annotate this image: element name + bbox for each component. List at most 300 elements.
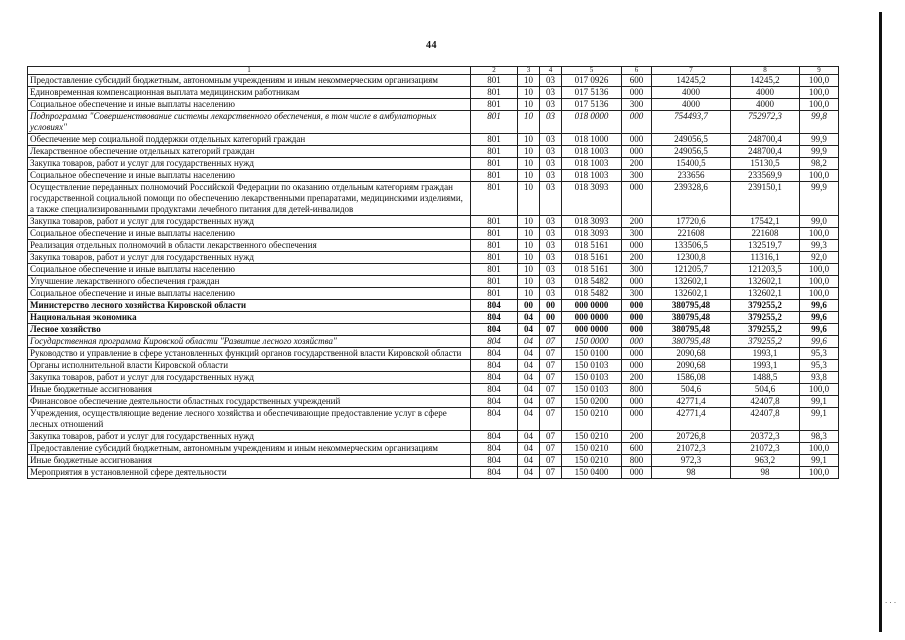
ministry-code-cell: 801: [471, 264, 518, 276]
column-number: 4: [540, 67, 562, 75]
planned-amount-cell: 221608: [652, 228, 731, 240]
table-row: [28, 216, 839, 228]
actual-amount-cell: 248700,4: [731, 134, 800, 146]
target-article-cell: 000 0000: [562, 300, 622, 312]
target-article-cell: 018 0000: [562, 111, 622, 134]
section-cell: 10: [518, 276, 540, 288]
expense-type-cell: 600: [622, 443, 652, 455]
ministry-code-cell: 801: [471, 170, 518, 182]
row-name-cell: Социальное обеспечение и иные выплаты населению: [28, 264, 471, 276]
section-cell: 10: [518, 216, 540, 228]
percent-cell: 93,8: [800, 372, 839, 384]
percent-cell: 99,9: [800, 182, 839, 216]
actual-amount-cell: 379255,2: [731, 324, 800, 336]
percent-cell: 99,9: [800, 134, 839, 146]
subsection-cell: 03: [540, 111, 562, 134]
ministry-code-cell: 801: [471, 87, 518, 99]
ministry-code-cell: 804: [471, 360, 518, 372]
target-article-cell: 018 1003: [562, 146, 622, 158]
ministry-code-cell: 801: [471, 182, 518, 216]
target-article-cell: 017 5136: [562, 87, 622, 99]
section-cell: 04: [518, 431, 540, 443]
planned-amount-cell: 380795,48: [652, 336, 731, 348]
planned-amount-cell: 21072,3: [652, 443, 731, 455]
target-article-cell: 150 0103: [562, 372, 622, 384]
ministry-code-cell: 801: [471, 216, 518, 228]
planned-amount-cell: 98: [652, 467, 731, 479]
ministry-code-cell: 804: [471, 300, 518, 312]
actual-amount-cell: 1993,1: [731, 360, 800, 372]
actual-amount-cell: 14245,2: [731, 75, 800, 87]
expense-type-cell: 200: [622, 216, 652, 228]
planned-amount-cell: 504,6: [652, 384, 731, 396]
target-article-cell: 150 0210: [562, 443, 622, 455]
actual-amount-cell: 132602,1: [731, 288, 800, 300]
expense-type-cell: 000: [622, 336, 652, 348]
actual-amount-cell: 963,2: [731, 455, 800, 467]
row-name-cell: Финансовое обеспечение деятельности областных государственных учреждений: [28, 396, 471, 408]
column-number: 7: [652, 67, 731, 75]
section-cell: 04: [518, 312, 540, 324]
expense-type-cell: 000: [622, 111, 652, 134]
subsection-cell: 03: [540, 99, 562, 111]
page-edge-rule: [879, 12, 882, 632]
expense-type-cell: 000: [622, 396, 652, 408]
expense-type-cell: 000: [622, 324, 652, 336]
percent-cell: 100,0: [800, 443, 839, 455]
planned-amount-cell: 12300,8: [652, 252, 731, 264]
page-number: 44: [426, 40, 437, 51]
table-row: [28, 252, 839, 264]
section-cell: 10: [518, 87, 540, 99]
table-row: [28, 75, 839, 87]
section-cell: 10: [518, 170, 540, 182]
planned-amount-cell: 4000: [652, 99, 731, 111]
section-cell: 04: [518, 467, 540, 479]
row-name-cell: Национальная экономика: [28, 312, 471, 324]
actual-amount-cell: 379255,2: [731, 336, 800, 348]
percent-cell: 99,0: [800, 216, 839, 228]
ministry-code-cell: 801: [471, 75, 518, 87]
expense-type-cell: 300: [622, 228, 652, 240]
row-name-cell: Закупка товаров, работ и услуг для государственных нужд: [28, 372, 471, 384]
target-article-cell: 150 0210: [562, 408, 622, 431]
ministry-code-cell: 801: [471, 228, 518, 240]
target-article-cell: 018 1000: [562, 134, 622, 146]
planned-amount-cell: 42771,4: [652, 396, 731, 408]
ministry-code-cell: 804: [471, 372, 518, 384]
table-row: [28, 384, 839, 396]
planned-amount-cell: 2090,68: [652, 348, 731, 360]
table-row: [28, 455, 839, 467]
row-name-cell: Осуществление переданных полномочий Российской Федерации по оказанию отдельным категориям граждан государственной социальной помощи по обеспечению лекарственными препаратами, медицинскими изделиями, а также специализированными продуктами лечебного питания для детей-инвалидов: [28, 182, 471, 216]
table-row: [28, 396, 839, 408]
table-row: [28, 467, 839, 479]
expense-type-cell: 300: [622, 264, 652, 276]
planned-amount-cell: 380795,48: [652, 300, 731, 312]
expense-type-cell: 000: [622, 348, 652, 360]
actual-amount-cell: 98: [731, 467, 800, 479]
table-row: [28, 324, 839, 336]
row-name-cell: Единовременная компенсационная выплата медицинским работникам: [28, 87, 471, 99]
percent-cell: 99,6: [800, 300, 839, 312]
table-row: [28, 146, 839, 158]
planned-amount-cell: 2090,68: [652, 360, 731, 372]
subsection-cell: 07: [540, 396, 562, 408]
percent-cell: 99,1: [800, 408, 839, 431]
table-row: [28, 348, 839, 360]
percent-cell: 100,0: [800, 264, 839, 276]
table-row: [28, 312, 839, 324]
table-row: [28, 87, 839, 99]
section-cell: 10: [518, 158, 540, 170]
budget-table: [27, 66, 839, 479]
percent-cell: 99,8: [800, 111, 839, 134]
table-row: [28, 134, 839, 146]
row-name-cell: Мероприятия в установленной сфере деятельности: [28, 467, 471, 479]
table-row: [28, 228, 839, 240]
expense-type-cell: 000: [622, 360, 652, 372]
ministry-code-cell: 804: [471, 396, 518, 408]
planned-amount-cell: 42771,4: [652, 408, 731, 431]
subsection-cell: 03: [540, 288, 562, 300]
ministry-code-cell: 804: [471, 312, 518, 324]
target-article-cell: 017 0926: [562, 75, 622, 87]
ministry-code-cell: 801: [471, 111, 518, 134]
actual-amount-cell: 239150,1: [731, 182, 800, 216]
subsection-cell: 07: [540, 408, 562, 431]
planned-amount-cell: 249056,5: [652, 134, 731, 146]
row-name-cell: Социальное обеспечение и иные выплаты населению: [28, 288, 471, 300]
ministry-code-cell: 801: [471, 134, 518, 146]
planned-amount-cell: 133506,5: [652, 240, 731, 252]
row-name-cell: Закупка товаров, работ и услуг для государственных нужд: [28, 252, 471, 264]
column-number: 8: [731, 67, 800, 75]
actual-amount-cell: 379255,2: [731, 300, 800, 312]
row-name-cell: Иные бюджетные ассигнования: [28, 455, 471, 467]
section-cell: 10: [518, 111, 540, 134]
target-article-cell: 150 0210: [562, 455, 622, 467]
table-row: [28, 276, 839, 288]
subsection-cell: 03: [540, 158, 562, 170]
actual-amount-cell: 11316,1: [731, 252, 800, 264]
section-cell: 10: [518, 288, 540, 300]
section-cell: 04: [518, 348, 540, 360]
actual-amount-cell: 42407,8: [731, 408, 800, 431]
section-cell: 00: [518, 300, 540, 312]
subsection-cell: 07: [540, 467, 562, 479]
table-row: [28, 170, 839, 182]
section-cell: 04: [518, 384, 540, 396]
actual-amount-cell: 504,6: [731, 384, 800, 396]
percent-cell: 98,3: [800, 431, 839, 443]
subsection-cell: 03: [540, 87, 562, 99]
subsection-cell: 03: [540, 170, 562, 182]
subsection-cell: 00: [540, 300, 562, 312]
planned-amount-cell: 239328,6: [652, 182, 731, 216]
row-name-cell: Социальное обеспечение и иные выплаты населению: [28, 99, 471, 111]
target-article-cell: 150 0200: [562, 396, 622, 408]
table-row: [28, 431, 839, 443]
percent-cell: 100,0: [800, 384, 839, 396]
row-name-cell: Предоставление субсидий бюджетным, автономным учреждениям и иным некоммерческим организациям: [28, 443, 471, 455]
target-article-cell: 000 0000: [562, 324, 622, 336]
actual-amount-cell: 248700,4: [731, 146, 800, 158]
ministry-code-cell: 801: [471, 288, 518, 300]
planned-amount-cell: 17720,6: [652, 216, 731, 228]
subsection-cell: 03: [540, 216, 562, 228]
planned-amount-cell: 14245,2: [652, 75, 731, 87]
section-cell: 04: [518, 324, 540, 336]
actual-amount-cell: 752972,3: [731, 111, 800, 134]
subsection-cell: 07: [540, 336, 562, 348]
expense-type-cell: 200: [622, 372, 652, 384]
section-cell: 04: [518, 455, 540, 467]
actual-amount-cell: 4000: [731, 99, 800, 111]
percent-cell: 92,0: [800, 252, 839, 264]
target-article-cell: 018 5482: [562, 276, 622, 288]
section-cell: 10: [518, 252, 540, 264]
planned-amount-cell: 233656: [652, 170, 731, 182]
expense-type-cell: 800: [622, 384, 652, 396]
subsection-cell: 03: [540, 240, 562, 252]
section-cell: 04: [518, 360, 540, 372]
row-name-cell: Органы исполнительной власти Кировской области: [28, 360, 471, 372]
actual-amount-cell: 121203,5: [731, 264, 800, 276]
column-number: 5: [562, 67, 622, 75]
ministry-code-cell: 801: [471, 99, 518, 111]
expense-type-cell: 800: [622, 455, 652, 467]
table-row: [28, 111, 839, 134]
section-cell: 04: [518, 372, 540, 384]
planned-amount-cell: 1586,08: [652, 372, 731, 384]
row-name-cell: Предоставление субсидий бюджетным, автономным учреждениям и иным некоммерческим организациям: [28, 75, 471, 87]
percent-cell: 100,0: [800, 87, 839, 99]
percent-cell: 99,6: [800, 312, 839, 324]
subsection-cell: 03: [540, 134, 562, 146]
subsection-cell: 07: [540, 372, 562, 384]
expense-type-cell: 300: [622, 99, 652, 111]
section-cell: 10: [518, 146, 540, 158]
percent-cell: 95,3: [800, 360, 839, 372]
percent-cell: 100,0: [800, 75, 839, 87]
ministry-code-cell: 801: [471, 252, 518, 264]
column-number: 2: [471, 67, 518, 75]
actual-amount-cell: 221608: [731, 228, 800, 240]
expense-type-cell: 000: [622, 87, 652, 99]
percent-cell: 99,6: [800, 336, 839, 348]
row-name-cell: Подпрограмма "Совершенствование системы лекарственного обеспечения, в том числе в амбулаторных условиях": [28, 111, 471, 134]
expense-type-cell: 200: [622, 158, 652, 170]
subsection-cell: 03: [540, 182, 562, 216]
planned-amount-cell: 972,3: [652, 455, 731, 467]
row-name-cell: Государственная программа Кировской области "Развитие лесного хозяйства": [28, 336, 471, 348]
actual-amount-cell: 21072,3: [731, 443, 800, 455]
table-row: [28, 372, 839, 384]
subsection-cell: 07: [540, 384, 562, 396]
section-cell: 10: [518, 182, 540, 216]
actual-amount-cell: 17542,1: [731, 216, 800, 228]
row-name-cell: Социальное обеспечение и иные выплаты населению: [28, 228, 471, 240]
subsection-cell: 03: [540, 276, 562, 288]
target-article-cell: 000 0000: [562, 312, 622, 324]
ministry-code-cell: 801: [471, 158, 518, 170]
expense-type-cell: 000: [622, 134, 652, 146]
row-name-cell: Улучшение лекарственного обеспечения граждан: [28, 276, 471, 288]
actual-amount-cell: 4000: [731, 87, 800, 99]
ministry-code-cell: 804: [471, 336, 518, 348]
row-name-cell: Лесное хозяйство: [28, 324, 471, 336]
planned-amount-cell: 121205,7: [652, 264, 731, 276]
row-name-cell: Министерство лесного хозяйства Кировской области: [28, 300, 471, 312]
target-article-cell: 018 5161: [562, 252, 622, 264]
percent-cell: 98,2: [800, 158, 839, 170]
subsection-cell: 07: [540, 348, 562, 360]
subsection-cell: 03: [540, 252, 562, 264]
percent-cell: 100,0: [800, 467, 839, 479]
column-number: 6: [622, 67, 652, 75]
section-cell: 10: [518, 75, 540, 87]
ministry-code-cell: 801: [471, 276, 518, 288]
ministry-code-cell: 804: [471, 324, 518, 336]
target-article-cell: 018 1003: [562, 158, 622, 170]
table-row: [28, 99, 839, 111]
planned-amount-cell: 4000: [652, 87, 731, 99]
planned-amount-cell: 132602,1: [652, 288, 731, 300]
table-row: [28, 288, 839, 300]
expense-type-cell: 000: [622, 240, 652, 252]
percent-cell: 100,0: [800, 228, 839, 240]
percent-cell: 100,0: [800, 99, 839, 111]
row-name-cell: Реализация отдельных полномочий в области лекарственного обеспечения: [28, 240, 471, 252]
subsection-cell: 07: [540, 443, 562, 455]
subsection-cell: 07: [540, 431, 562, 443]
actual-amount-cell: 233569,9: [731, 170, 800, 182]
table-row: [28, 158, 839, 170]
expense-type-cell: 200: [622, 252, 652, 264]
expense-type-cell: 000: [622, 312, 652, 324]
row-name-cell: Закупка товаров, работ и услуг для государственных нужд: [28, 158, 471, 170]
ministry-code-cell: 804: [471, 408, 518, 431]
ministry-code-cell: 804: [471, 348, 518, 360]
section-cell: 10: [518, 264, 540, 276]
percent-cell: 100,0: [800, 276, 839, 288]
table-body: [28, 67, 839, 479]
section-cell: 04: [518, 443, 540, 455]
column-number: 1: [28, 67, 471, 75]
percent-cell: 99,6: [800, 324, 839, 336]
table-row: [28, 240, 839, 252]
subsection-cell: 07: [540, 455, 562, 467]
target-article-cell: 018 5482: [562, 288, 622, 300]
ministry-code-cell: 801: [471, 146, 518, 158]
expense-type-cell: 000: [622, 182, 652, 216]
actual-amount-cell: 1993,1: [731, 348, 800, 360]
planned-amount-cell: 380795,48: [652, 312, 731, 324]
ministry-code-cell: 804: [471, 443, 518, 455]
target-article-cell: 018 5161: [562, 240, 622, 252]
planned-amount-cell: 132602,1: [652, 276, 731, 288]
planned-amount-cell: 15400,5: [652, 158, 731, 170]
actual-amount-cell: 132519,7: [731, 240, 800, 252]
edge-mark: . . .: [885, 596, 897, 605]
row-name-cell: Закупка товаров, работ и услуг для государственных нужд: [28, 431, 471, 443]
actual-amount-cell: 132602,1: [731, 276, 800, 288]
row-name-cell: Иные бюджетные ассигнования: [28, 384, 471, 396]
table-row: [28, 360, 839, 372]
column-number: 3: [518, 67, 540, 75]
section-cell: 04: [518, 396, 540, 408]
expense-type-cell: 000: [622, 467, 652, 479]
target-article-cell: 017 5136: [562, 99, 622, 111]
target-article-cell: 150 0000: [562, 336, 622, 348]
target-article-cell: 150 0210: [562, 431, 622, 443]
actual-amount-cell: 1488,5: [731, 372, 800, 384]
actual-amount-cell: 20372,3: [731, 431, 800, 443]
expense-type-cell: 300: [622, 288, 652, 300]
target-article-cell: 018 3093: [562, 182, 622, 216]
percent-cell: 99,3: [800, 240, 839, 252]
percent-cell: 99,1: [800, 455, 839, 467]
expense-type-cell: 000: [622, 408, 652, 431]
actual-amount-cell: 379255,2: [731, 312, 800, 324]
row-name-cell: Социальное обеспечение и иные выплаты населению: [28, 170, 471, 182]
subsection-cell: 03: [540, 228, 562, 240]
actual-amount-cell: 42407,8: [731, 396, 800, 408]
subsection-cell: 07: [540, 324, 562, 336]
ministry-code-cell: 804: [471, 455, 518, 467]
actual-amount-cell: 15130,5: [731, 158, 800, 170]
expense-type-cell: 300: [622, 170, 652, 182]
expense-type-cell: 200: [622, 431, 652, 443]
table-row: [28, 264, 839, 276]
row-name-cell: Обеспечение мер социальной поддержки отдельных категорий граждан: [28, 134, 471, 146]
table-row: [28, 336, 839, 348]
ministry-code-cell: 801: [471, 240, 518, 252]
target-article-cell: 018 5161: [562, 264, 622, 276]
target-article-cell: 018 3093: [562, 228, 622, 240]
expense-type-cell: 600: [622, 75, 652, 87]
expense-type-cell: 000: [622, 300, 652, 312]
target-article-cell: 150 0103: [562, 360, 622, 372]
table-row: [28, 443, 839, 455]
percent-cell: 100,0: [800, 170, 839, 182]
planned-amount-cell: 754493,7: [652, 111, 731, 134]
table-row: [28, 182, 839, 216]
planned-amount-cell: 249056,5: [652, 146, 731, 158]
percent-cell: 99,1: [800, 396, 839, 408]
percent-cell: 100,0: [800, 288, 839, 300]
column-number: 9: [800, 67, 839, 75]
row-name-cell: Лекарственное обеспечение отдельных категорий граждан: [28, 146, 471, 158]
table-row: [28, 408, 839, 431]
column-number-row: [28, 67, 839, 75]
ministry-code-cell: 804: [471, 467, 518, 479]
expense-type-cell: 000: [622, 276, 652, 288]
percent-cell: 99,9: [800, 146, 839, 158]
target-article-cell: 150 0400: [562, 467, 622, 479]
row-name-cell: Руководство и управление в сфере установленных функций органов государственной власти Кировской области: [28, 348, 471, 360]
target-article-cell: 018 1003: [562, 170, 622, 182]
target-article-cell: 018 3093: [562, 216, 622, 228]
section-cell: 04: [518, 408, 540, 431]
section-cell: 10: [518, 134, 540, 146]
target-article-cell: 150 0100: [562, 348, 622, 360]
percent-cell: 95,3: [800, 348, 839, 360]
subsection-cell: 03: [540, 264, 562, 276]
planned-amount-cell: 20726,8: [652, 431, 731, 443]
expense-type-cell: 000: [622, 146, 652, 158]
